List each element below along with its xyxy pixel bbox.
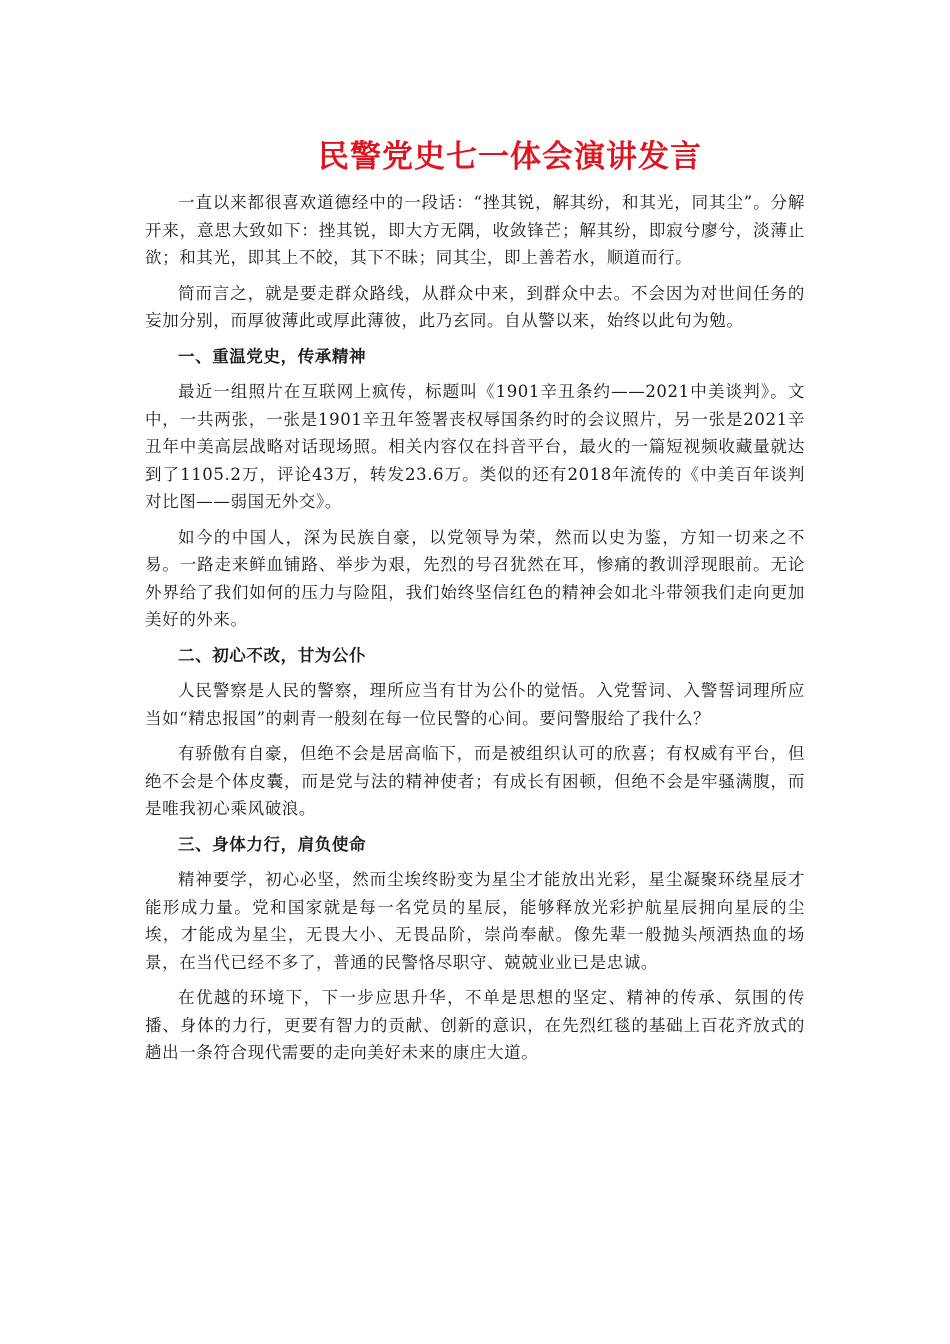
paragraph-4: 如今的中国人，深为民族自豪，以党领导为荣，然而以史为鉴，方知一切来之不易。一路走来鲜血铺路、举步为艰，先烈的号召犹然在耳，惨痛的教训浮现眼前。无论外界给了我们如何的压力与险阻，我们始终坚信红色的精神会如北斗带领我们走向更加美好的外来。: [145, 527, 805, 629]
paragraph-6: 有骄傲有自豪，但绝不会是居高临下，而是被组织认可的欣喜；有权威有平台，但绝不会是个体皮囊，而是党与法的精神使者；有成长有困顿，但绝不会是牢骚满腹，而是唯我初心乘风破浪。: [145, 744, 805, 818]
document-page: [145, 135, 805, 1075]
page-title: 民警党史七一体会演讲发言: [318, 139, 702, 175]
section-heading-1: 一、重温党史，传承精神: [178, 346, 367, 366]
paragraph-7: 精神要学，初心必坚，然而尘埃终盼变为星尘才能放出光彩，星尘凝聚环绕星辰才能形成力量。党和国家就是每一名党员的星辰，能够释放光彩护航星辰拥向星辰的尘埃，才能成为星尘，无畏大小、无畏品阶，崇尚奉献。像先辈一般抛头颅洒热血的场景，在当代已经不多了，普通的民警恪尽职守、兢兢业业已是忠诚。: [145, 870, 805, 972]
paragraph-1: 一直以来都很喜欢道德经中的一段话：“挫其锐，解其纷，和其光，同其尘”。分解开来，意思大致如下：挫其锐，即大方无隅，收敛锋芒；解其纷，即寂兮廖兮，淡薄止欲；和其光，即其上不皎，其下不昧；同其尘，即上善若水，顺道而行。: [145, 193, 805, 267]
paragraph-2: 简而言之，就是要走群众路线，从群众中来，到群众中去。不会因为对世间任务的妄加分别，而厚彼薄此或厚此薄彼，此乃玄同。自从警以来，始终以此句为勉。: [145, 283, 805, 330]
paragraph-8: 在优越的环境下，下一步应思升华，不单是思想的坚定、精神的传承、氛围的传播、身体的力行，更要有智力的贡献、创新的意识，在先烈红毯的基础上百花齐放式的趟出一条符合现代需要的走向美好未来的康庄大道。: [145, 988, 805, 1062]
paragraph-5: 人民警察是人民的警察，理所应当有甘为公仆的觉悟。入党誓词、入警誓词理所应当如“精忠报国”的刺青一般刻在每一位民警的心间。要问警服给了我什么？: [145, 681, 805, 728]
paragraph-3: 最近一组照片在互联网上疯传，标题叫《1901辛丑条约——2021中美谈判》。文中，一共两张，一张是1901辛丑年签署丧权辱国条约时的会议照片，另一张是2021辛丑年中美高层战略对话现场照。相关内容仅在抖音平台，最火的一篇短视频收藏量就达到了1105.2万，评论43万，转发23.6万。类似的还有2018年流传的《中美百年谈判对比图——弱国无外交》。: [145, 382, 805, 511]
section-heading-3: 三、身体力行，肩负使命: [178, 834, 367, 854]
section-heading-2: 二、初心不改，甘为公仆: [178, 645, 367, 665]
